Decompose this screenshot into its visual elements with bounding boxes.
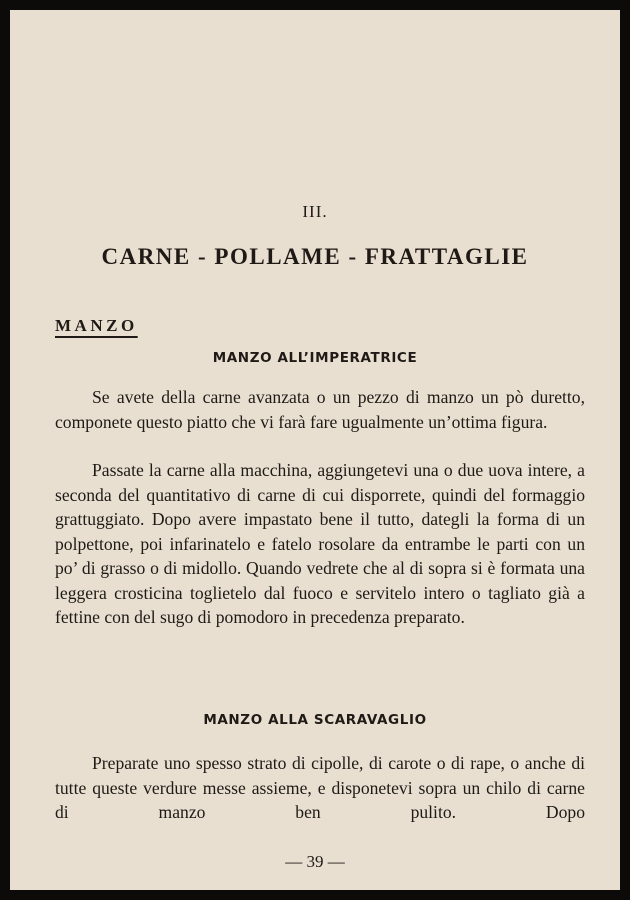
recipe-paragraph: Se avete della carne avanzata o un pezzo di manzo un pò duretto, componete questo piatto che vi farà fare ugualmente un’ottima figura. (55, 387, 585, 432)
chapter-title: CARNE - POLLAME - FRATTAGLIE (101, 244, 529, 269)
recipe-paragraph: Preparate uno spesso strato di cipolle, di carote o di rape, o anche di tutte queste verdure messe assieme, e disponetevi sopra un chilo di carne di manzo ben pulito. Dopo (55, 753, 585, 822)
section-heading: MANZO (55, 316, 138, 335)
page-number: — 39 — (285, 852, 345, 871)
book-page (10, 10, 620, 890)
recipe-title: MANZO ALLA SCARAVAGLIO (203, 712, 427, 728)
recipe-paragraph: Passate la carne alla macchina, aggiungetevi una o due uova intere, a seconda del quantitativo di carne di cui disporrete, quindi del formaggio grattuggiato. Dopo avere impastato bene il tutto, dategli la forma di un polpettone, poi infarinatelo e fatelo rosolare da entrambe le parti con un po’ di grasso o di midollo. Quando vedrete che al di sopra si è formata una leggera crosticina toglietelo dal fuoco e servitelo intero o tagliato già a fettine con del sugo di pomodoro in precedenza preparato. (55, 460, 585, 627)
recipe-title: MANZO ALL’IMPERATRICE (212, 350, 418, 366)
chapter-number: III. (302, 202, 328, 221)
